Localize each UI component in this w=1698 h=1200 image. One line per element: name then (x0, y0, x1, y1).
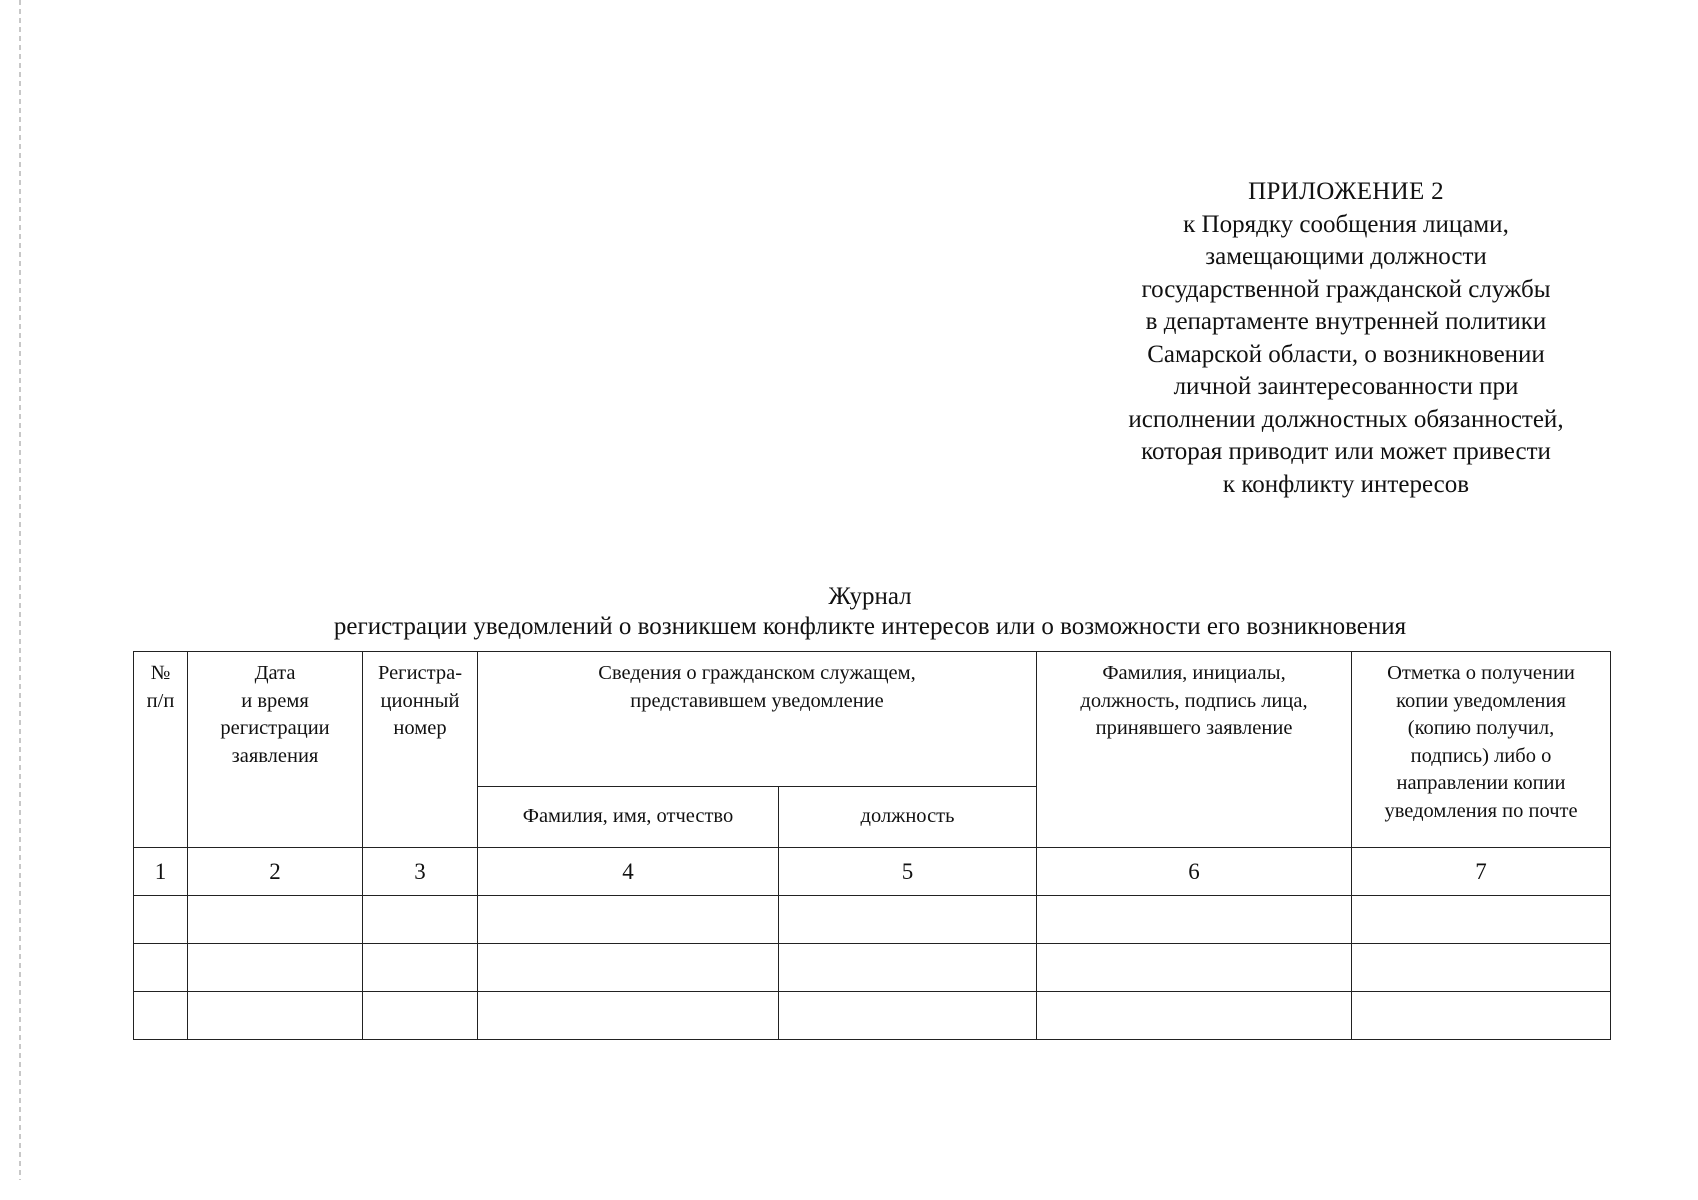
header-line: Отметка о получении (1387, 662, 1575, 684)
header-line: Регистра- (377, 662, 463, 684)
column-number: 1 (134, 848, 188, 896)
appendix-line: замещающими должности (1205, 243, 1487, 270)
column-number: 7 (1352, 848, 1611, 896)
blank-cell (188, 992, 363, 1040)
header-line: № (150, 662, 171, 684)
blank-cell (478, 944, 779, 992)
blank-cell (134, 944, 188, 992)
journal-subtitle: регистрации уведомлений о возникшем конфликте интересов или о возможности его возникновения (333, 613, 1407, 640)
blank-cell (779, 992, 1037, 1040)
blank-cell (188, 944, 363, 992)
header-line: заявления (231, 744, 319, 767)
blank-cell (363, 992, 478, 1040)
header-line: п/п (146, 689, 175, 712)
header-line: представившем уведомление (630, 689, 884, 712)
column-number: 2 (188, 848, 363, 896)
appendix-line: исполнении должностных обязанностей, (1128, 405, 1564, 433)
column-number: 4 (478, 848, 779, 896)
appendix-line: государственной гражданской службы (1141, 275, 1551, 303)
blank-cell (1037, 896, 1352, 944)
header-line: Фамилия, инициалы, (1102, 662, 1286, 684)
journal-heading (220, 582, 1520, 642)
column-number: 5 (779, 848, 1037, 896)
blank-row (134, 992, 1611, 1040)
appendix-line: которая приводит или может привести (1141, 438, 1551, 465)
blank-cell (363, 896, 478, 944)
blank-cell (1352, 944, 1611, 992)
blank-cell (478, 992, 779, 1040)
header-employee-info (478, 652, 1037, 787)
header-line: Сведения о гражданском служащем, (598, 662, 916, 684)
header-line: копии уведомления (1396, 689, 1566, 712)
blank-cell (1037, 992, 1352, 1040)
column-number: 3 (363, 848, 478, 896)
blank-cell (478, 896, 779, 944)
header-line: подпись) либо о (1410, 744, 1552, 767)
header-full-name: Фамилия, имя, отчество (478, 787, 779, 848)
header-line: принявшего заявление (1095, 717, 1293, 739)
appendix-line: личной заинтересованности при (1173, 373, 1519, 400)
blank-cell (1352, 992, 1611, 1040)
blank-cell (134, 896, 188, 944)
header-position: должность (779, 787, 1037, 848)
blank-cell (779, 896, 1037, 944)
blank-row (134, 896, 1611, 944)
appendix-line: в департаменте внутренней политики (1145, 308, 1547, 335)
header-copy-receipt (1352, 652, 1611, 848)
scan-edge (19, 0, 21, 1180)
header-line: уведомления по почте (1384, 799, 1578, 822)
header-line: направлении копии (1396, 772, 1566, 794)
appendix-line: Самарской области, о возникновении (1147, 340, 1545, 368)
header-line: номер (393, 717, 447, 739)
blank-cell (363, 944, 478, 992)
header-registration-number (363, 652, 478, 848)
journal-title: Журнал (828, 583, 912, 610)
header-line: и время (241, 689, 309, 712)
blank-cell (779, 944, 1037, 992)
header-line: должность, подпись лица, (1080, 689, 1308, 712)
blank-cell (1037, 944, 1352, 992)
header-line: регистрации (220, 717, 330, 739)
column-number-row (134, 848, 1611, 896)
header-row (134, 652, 1611, 787)
header-receiver (1037, 652, 1352, 848)
column-number: 6 (1037, 848, 1352, 896)
blank-cell (134, 992, 188, 1040)
header-line: (копию получил, (1407, 717, 1555, 739)
appendix-heading: ПРИЛОЖЕНИЕ 2 (1248, 178, 1444, 205)
appendix-line: к Порядку сообщения лицами, (1183, 210, 1509, 238)
appendix-block (1086, 176, 1606, 501)
header-date-time (188, 652, 363, 848)
header-line: ционный (380, 689, 460, 712)
header-number (134, 652, 188, 848)
appendix-line: к конфликту интересов (1222, 470, 1470, 498)
blank-cell (1352, 896, 1611, 944)
registration-table (133, 651, 1611, 1040)
blank-row (134, 944, 1611, 992)
header-line: Дата (254, 662, 296, 684)
blank-cell (188, 896, 363, 944)
